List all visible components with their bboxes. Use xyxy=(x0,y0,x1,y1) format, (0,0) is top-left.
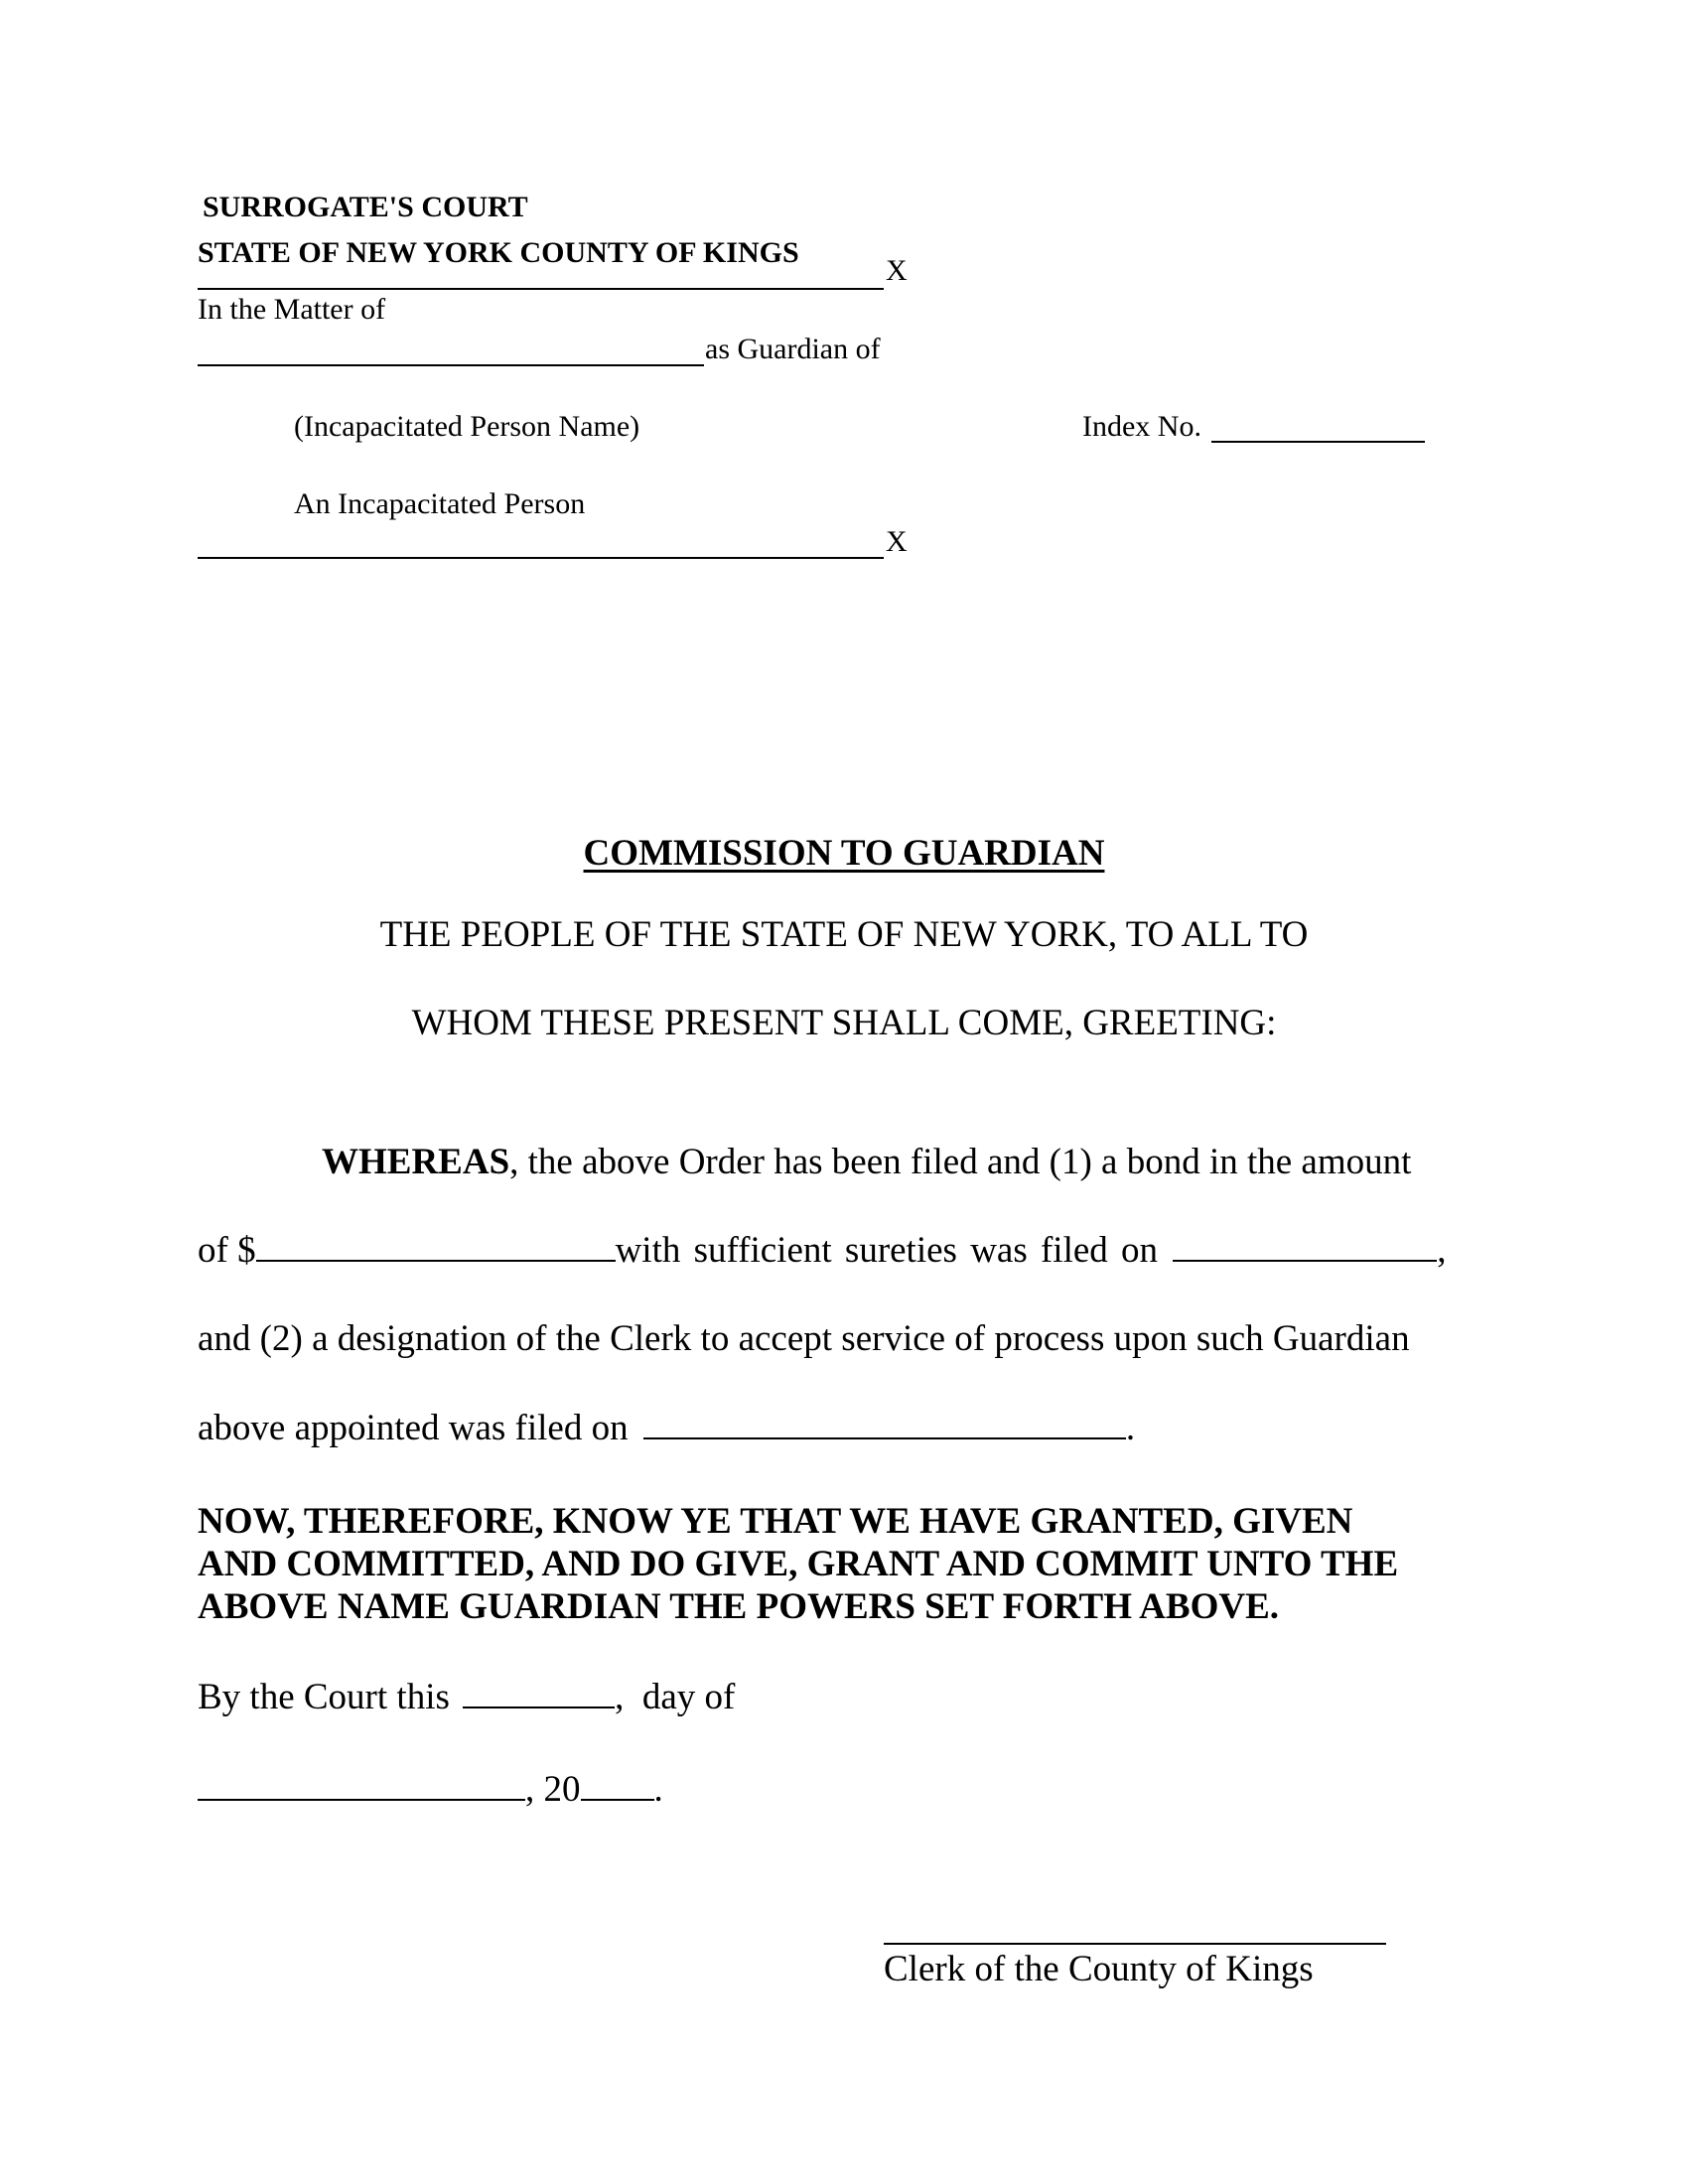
greeting-line-1: THE PEOPLE OF THE STATE OF NEW YORK, TO ALL TO xyxy=(379,914,1309,955)
designation-date-blank[interactable] xyxy=(643,1436,1126,1439)
guardian-name-blank[interactable] xyxy=(198,364,704,366)
appointed-period: . xyxy=(1125,1408,1136,1448)
appointed-line xyxy=(198,1410,1135,1446)
month-blank[interactable] xyxy=(198,1798,525,1801)
grant-line-1: NOW, THEREFORE, KNOW YE THAT WE HAVE GRANTED, GIVEN xyxy=(198,1501,1353,1542)
matter-label: In the Matter of xyxy=(198,293,386,326)
year-period: . xyxy=(653,1769,663,1810)
index-number-label: Index No. xyxy=(1082,410,1201,443)
caption-x-bottom: X xyxy=(886,525,908,558)
grant-line-3: ABOVE NAME GUARDIAN THE POWERS SET FORTH ABOVE. xyxy=(198,1586,1280,1627)
bond-prefix: of $ xyxy=(198,1230,256,1271)
as-guardian-label: as Guardian of xyxy=(705,333,881,365)
bond-comma: , xyxy=(1437,1230,1447,1271)
greeting-line-2: WHOM THESE PRESENT SHALL COME, GREETING: xyxy=(411,1003,1277,1043)
index-number-blank[interactable] xyxy=(1211,441,1425,443)
year-prefix: , 20 xyxy=(525,1769,581,1810)
court-day-line xyxy=(198,1679,735,1715)
appointed-text: above appointed was filed on xyxy=(198,1408,629,1448)
grant-line-2: AND COMMITTED, AND DO GIVE, GRANT AND COMMIT UNTO THE xyxy=(198,1544,1399,1584)
bond-mid-text: with sufficient sureties was filed on xyxy=(615,1230,1159,1271)
designation-line: and (2) a designation of the Clerk to accept service of process upon such Guardian xyxy=(198,1318,1410,1359)
by-court-text: By the Court this xyxy=(198,1677,450,1717)
month-year-line xyxy=(198,1771,663,1808)
bond-date-blank[interactable] xyxy=(1173,1259,1437,1262)
caption-rule-top xyxy=(198,288,884,290)
caption-rule-bottom xyxy=(198,557,884,559)
incapacitated-label: An Incapacitated Person xyxy=(294,487,586,520)
court-county: STATE OF NEW YORK COUNTY OF KINGS xyxy=(198,236,799,269)
whereas-text: , the above Order has been filed and (1) a bond in the amount xyxy=(509,1142,1412,1182)
document-title: COMMISSION TO GUARDIAN xyxy=(583,833,1105,874)
whereas-line xyxy=(322,1144,1411,1180)
caption-x-top: X xyxy=(886,254,908,287)
clerk-signature-line[interactable] xyxy=(884,1943,1386,1945)
day-of-text: , day of xyxy=(615,1677,736,1717)
bond-line xyxy=(198,1232,1447,1269)
clerk-signature-label: Clerk of the County of Kings xyxy=(884,1949,1314,1989)
person-name-label: (Incapacitated Person Name) xyxy=(294,410,640,443)
whereas-keyword: WHEREAS xyxy=(322,1142,510,1182)
bond-amount-blank[interactable] xyxy=(256,1259,616,1262)
court-name: SURROGATE'S COURT xyxy=(203,191,528,223)
day-blank[interactable] xyxy=(463,1706,615,1708)
year-blank[interactable] xyxy=(581,1798,654,1801)
